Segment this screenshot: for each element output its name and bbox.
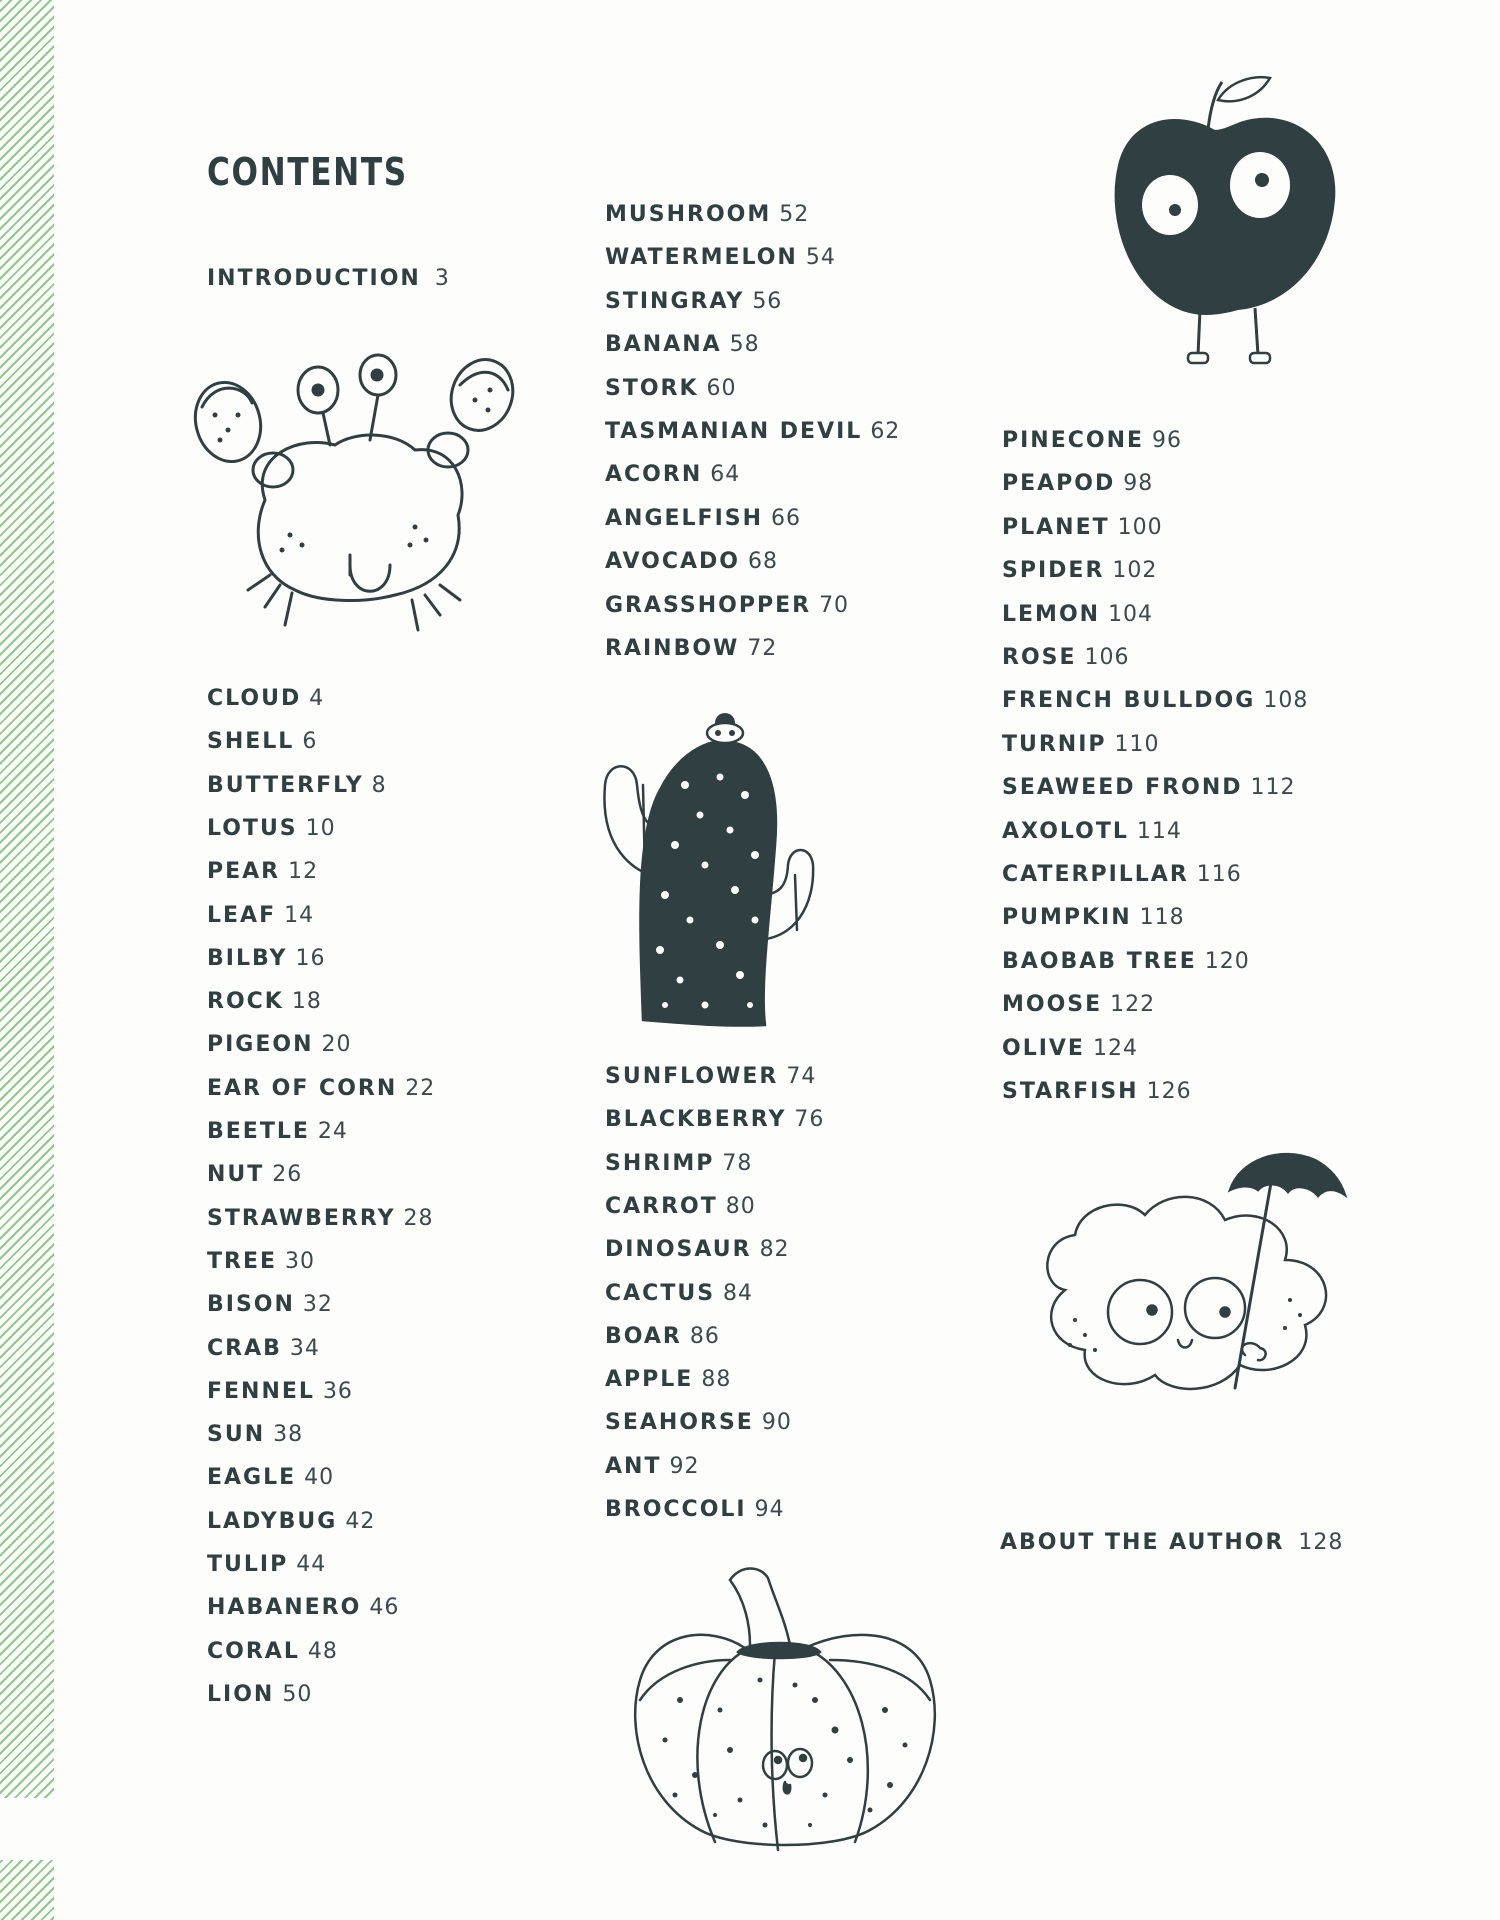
toc-entry-page: 72 xyxy=(747,636,778,661)
toc-entry-label: LOTUS xyxy=(207,815,298,841)
toc-entry[interactable] xyxy=(605,202,809,228)
toc-entry[interactable] xyxy=(207,1292,333,1318)
toc-entry[interactable] xyxy=(207,1379,353,1405)
toc-entry-label: STRAWBERRY xyxy=(207,1205,396,1231)
toc-entry-label: STARFISH xyxy=(1002,1079,1139,1104)
toc-entry-page: 66 xyxy=(771,505,802,531)
toc-entry-page: 40 xyxy=(304,1465,335,1491)
toc-entry-label: RAINBOW xyxy=(605,636,740,661)
toc-entry-label: HABANERO xyxy=(207,1595,362,1621)
toc-entry-label: SEAWEED FROND xyxy=(1002,775,1243,801)
toc-entry-label: BLACKBERRY xyxy=(605,1107,787,1133)
toc-entry-label: NUT xyxy=(207,1162,265,1188)
toc-entry[interactable] xyxy=(1002,645,1130,671)
toc-entry-page: 88 xyxy=(701,1367,732,1393)
toc-entry[interactable] xyxy=(605,1194,756,1220)
toc-entry-label: INTRODUCTION xyxy=(207,266,421,291)
toc-entry-page: 36 xyxy=(322,1378,353,1404)
toc-entry[interactable] xyxy=(605,1367,731,1393)
toc-entry-label: ABOUT THE AUTHOR xyxy=(1000,1530,1285,1555)
toc-entry-page: 104 xyxy=(1108,601,1154,627)
toc-entry-page: 106 xyxy=(1084,645,1130,670)
toc-entry-page: 12 xyxy=(288,859,319,885)
toc-entry[interactable] xyxy=(207,1032,352,1058)
toc-entry-label: SUN xyxy=(207,1422,266,1448)
toc-entry-introduction[interactable] xyxy=(207,266,450,292)
toc-entry[interactable] xyxy=(1002,992,1155,1018)
toc-entry-page: 74 xyxy=(786,1064,817,1089)
toc-entry[interactable] xyxy=(1002,515,1163,541)
toc-entry-label: BEETLE xyxy=(207,1119,310,1144)
toc-entry-page: 48 xyxy=(307,1638,338,1664)
toc-entry[interactable] xyxy=(207,1552,326,1578)
toc-entry-page: 6 xyxy=(302,729,318,755)
page-title: CONTENTS xyxy=(207,150,408,194)
toc-entry-page: 26 xyxy=(272,1162,303,1188)
toc-entry[interactable] xyxy=(605,419,900,445)
toc-entry-page: 100 xyxy=(1117,514,1163,540)
toc-entry-label: LION xyxy=(207,1681,275,1707)
toc-entry-label: ACORN xyxy=(605,462,703,488)
toc-entry-page: 16 xyxy=(295,945,326,971)
toc-entry-page: 82 xyxy=(759,1237,790,1263)
toc-entry-page: 34 xyxy=(289,1335,320,1361)
cloud-drawing xyxy=(1030,1150,1370,1450)
toc-entry-label: BISON xyxy=(207,1292,295,1318)
toc-entry-label: FENNEL xyxy=(207,1378,315,1404)
toc-entry-label: OLIVE xyxy=(1002,1035,1085,1061)
toc-entry-label: CRAB xyxy=(207,1335,282,1361)
toc-entry-page: 24 xyxy=(317,1119,348,1144)
toc-entry[interactable] xyxy=(605,1064,816,1090)
toc-entry-page: 78 xyxy=(722,1150,753,1176)
toc-entry-page: 3 xyxy=(434,266,450,291)
toc-entry-page: 128 xyxy=(1298,1530,1344,1555)
toc-entry[interactable] xyxy=(1002,428,1182,454)
toc-entry-page: 124 xyxy=(1092,1035,1138,1061)
toc-entry[interactable] xyxy=(207,989,322,1015)
toc-entry-page: 28 xyxy=(403,1205,434,1231)
toc-entry[interactable] xyxy=(207,903,314,929)
toc-entry-page: 84 xyxy=(723,1280,754,1306)
toc-entry-about-author[interactable] xyxy=(1000,1530,1343,1556)
toc-entry-page: 70 xyxy=(819,592,850,618)
toc-entry[interactable] xyxy=(605,1107,824,1133)
toc-entry-page: 60 xyxy=(706,375,737,401)
toc-entry-page: 32 xyxy=(302,1292,333,1318)
toc-entry-page: 56 xyxy=(752,288,783,314)
toc-entry[interactable] xyxy=(207,1162,302,1188)
toc-entry[interactable] xyxy=(1002,775,1296,801)
toc-entry[interactable] xyxy=(605,462,740,488)
toc-entry-label: AXOLOTL xyxy=(1002,818,1129,844)
toc-entry[interactable] xyxy=(605,549,778,575)
toc-entry-label: ROCK xyxy=(207,989,284,1015)
toc-entry-label: ROSE xyxy=(1002,645,1077,670)
toc-entry[interactable] xyxy=(207,816,336,842)
toc-entry[interactable] xyxy=(605,1410,792,1436)
toc-entry-page: 22 xyxy=(405,1075,436,1101)
toc-entry-label: ANT xyxy=(605,1453,662,1479)
toc-entry-page: 126 xyxy=(1146,1079,1192,1104)
toc-entry-page: 52 xyxy=(779,202,810,227)
green-stripe-border xyxy=(0,0,54,1920)
toc-entry-label: EAR OF CORN xyxy=(207,1075,398,1101)
pumpkin-drawing xyxy=(620,1560,960,1860)
toc-entry-label: STORK xyxy=(605,375,699,401)
toc-entry-label: CORAL xyxy=(207,1638,300,1664)
toc-entry[interactable] xyxy=(1002,602,1153,628)
toc-entry[interactable] xyxy=(207,1639,338,1665)
cactus-drawing xyxy=(585,705,845,1035)
toc-entry-page: 18 xyxy=(291,989,322,1015)
toc-entry-page: 92 xyxy=(669,1453,700,1479)
toc-entry-label: MUSHROOM xyxy=(605,202,772,227)
toc-entry[interactable] xyxy=(207,1336,320,1362)
toc-entry-page: 44 xyxy=(296,1552,327,1577)
toc-entry[interactable] xyxy=(1002,558,1157,584)
toc-entry-page: 80 xyxy=(725,1193,756,1219)
toc-entry-page: 14 xyxy=(284,902,315,928)
toc-entry-page: 102 xyxy=(1112,558,1158,584)
toc-entry[interactable] xyxy=(207,1119,348,1145)
toc-entry-label: TURNIP xyxy=(1002,731,1107,757)
toc-entry[interactable] xyxy=(605,1324,720,1350)
toc-entry[interactable] xyxy=(1002,471,1153,497)
toc-entry[interactable] xyxy=(605,1454,699,1480)
toc-entry[interactable] xyxy=(1002,688,1308,714)
toc-entry-label: MOOSE xyxy=(1002,992,1103,1018)
toc-entry-page: 86 xyxy=(689,1323,720,1349)
toc-entry-label: ANGELFISH xyxy=(605,505,764,531)
toc-entry-label: SEAHORSE xyxy=(605,1410,754,1436)
toc-entry-label: EAGLE xyxy=(207,1465,297,1491)
toc-entry-page: 90 xyxy=(761,1410,792,1436)
stripe-gap xyxy=(0,1798,54,1860)
crab-drawing xyxy=(190,345,520,645)
toc-entry-page: 96 xyxy=(1152,428,1183,453)
toc-entry[interactable] xyxy=(1002,1079,1192,1105)
toc-entry-page: 20 xyxy=(321,1032,352,1058)
toc-entry-page: 42 xyxy=(345,1508,376,1534)
toc-entry-label: BUTTERFLY xyxy=(207,772,364,798)
toc-entry[interactable] xyxy=(207,1595,399,1621)
toc-entry[interactable] xyxy=(1002,905,1185,931)
toc-entry-label: LEMON xyxy=(1002,601,1101,627)
toc-entry-label: PIGEON xyxy=(207,1032,314,1058)
toc-entry-label: WATERMELON xyxy=(605,245,798,271)
toc-entry[interactable] xyxy=(1002,862,1242,888)
toc-entry-label: AVOCADO xyxy=(605,549,741,575)
toc-entry-label: STINGRAY xyxy=(605,288,745,314)
toc-entry-page: 110 xyxy=(1114,731,1160,757)
toc-entry-label: DINOSAUR xyxy=(605,1237,752,1263)
toc-entry-page: 98 xyxy=(1123,471,1154,497)
toc-entry-page: 76 xyxy=(794,1107,825,1133)
toc-entry-label: LEAF xyxy=(207,902,277,928)
toc-entry-page: 94 xyxy=(754,1497,785,1522)
toc-entry-label: PLANET xyxy=(1002,514,1110,540)
toc-entry[interactable] xyxy=(1002,1036,1138,1062)
toc-entry[interactable] xyxy=(605,376,737,402)
toc-entry-label: BANANA xyxy=(605,332,722,358)
toc-entry-label: TASMANIAN DEVIL xyxy=(605,419,863,444)
toc-entry[interactable] xyxy=(605,1237,790,1263)
toc-entry-label: CACTUS xyxy=(605,1280,716,1306)
toc-entry-label: LADYBUG xyxy=(207,1508,338,1534)
toc-entry[interactable] xyxy=(207,1422,303,1448)
toc-entry-page: 118 xyxy=(1139,905,1185,931)
toc-entry-page: 8 xyxy=(371,772,387,798)
toc-entry-page: 50 xyxy=(282,1681,313,1707)
toc-entry-page: 68 xyxy=(748,549,779,575)
toc-entry-label: BOAR xyxy=(605,1323,682,1349)
toc-entry-label: PEAPOD xyxy=(1002,471,1116,497)
toc-entry-page: 54 xyxy=(805,245,836,271)
toc-entry[interactable] xyxy=(605,593,849,619)
toc-entry-page: 120 xyxy=(1204,948,1250,974)
toc-entry-label: SHELL xyxy=(207,729,295,755)
toc-entry[interactable] xyxy=(207,1076,435,1102)
toc-entry-label: SUNFLOWER xyxy=(605,1064,779,1089)
toc-entry-label: GRASSHOPPER xyxy=(605,592,812,618)
toc-entry[interactable] xyxy=(207,1465,334,1491)
toc-entry-page: 114 xyxy=(1136,818,1182,844)
toc-entry[interactable] xyxy=(1002,732,1160,758)
toc-entry-label: CARROT xyxy=(605,1193,718,1219)
toc-entry[interactable] xyxy=(605,332,760,358)
toc-entry-label: PUMPKIN xyxy=(1002,905,1132,931)
toc-entry-label: BAOBAB TREE xyxy=(1002,948,1197,974)
toc-entry-label: PINECONE xyxy=(1002,428,1145,453)
toc-entry-page: 64 xyxy=(710,462,741,488)
toc-entry[interactable] xyxy=(207,1682,312,1708)
toc-entry-page: 46 xyxy=(369,1595,400,1621)
toc-entry[interactable] xyxy=(207,859,318,885)
toc-entry-label: TREE xyxy=(207,1248,278,1274)
toc-entry-page: 112 xyxy=(1250,775,1296,801)
toc-entry-label: BROCCOLI xyxy=(605,1497,747,1522)
toc-entry[interactable] xyxy=(1002,819,1182,845)
toc-entry-label: SHRIMP xyxy=(605,1150,715,1176)
toc-entry[interactable] xyxy=(1002,949,1250,975)
toc-entry-label: TULIP xyxy=(207,1552,289,1577)
toc-entry[interactable] xyxy=(207,946,325,972)
toc-entry-page: 4 xyxy=(309,686,325,711)
toc-entry-label: SPIDER xyxy=(1002,558,1105,584)
toc-entry-label: APPLE xyxy=(605,1367,694,1393)
toc-entry[interactable] xyxy=(605,1497,785,1523)
toc-entry-label: FRENCH BULLDOG xyxy=(1002,688,1256,714)
toc-entry[interactable] xyxy=(605,1151,752,1177)
toc-entry[interactable] xyxy=(605,245,836,271)
toc-entry[interactable] xyxy=(207,1249,315,1275)
apple-drawing xyxy=(1090,70,1350,380)
toc-entry-label: BILBY xyxy=(207,945,288,971)
toc-entry[interactable] xyxy=(207,686,324,712)
toc-entry[interactable] xyxy=(605,636,777,662)
toc-entry[interactable] xyxy=(605,1281,753,1307)
toc-entry-page: 122 xyxy=(1110,992,1156,1018)
toc-entry[interactable] xyxy=(605,506,801,532)
toc-entry[interactable] xyxy=(207,729,317,755)
toc-entry-page: 38 xyxy=(273,1422,304,1448)
toc-entry-label: CLOUD xyxy=(207,686,302,711)
toc-entry-page: 116 xyxy=(1196,862,1242,887)
toc-entry-page: 108 xyxy=(1263,688,1309,714)
toc-entry-page: 30 xyxy=(285,1248,316,1274)
toc-entry-label: CATERPILLAR xyxy=(1002,862,1189,887)
toc-entry-page: 10 xyxy=(305,815,336,841)
toc-entry[interactable] xyxy=(207,1206,434,1232)
toc-entry-page: 62 xyxy=(870,419,901,444)
toc-entry[interactable] xyxy=(605,289,782,315)
toc-entry-page: 58 xyxy=(729,332,760,358)
toc-entry-label: PEAR xyxy=(207,859,281,885)
toc-entry[interactable] xyxy=(207,1509,375,1535)
toc-entry[interactable] xyxy=(207,773,387,799)
